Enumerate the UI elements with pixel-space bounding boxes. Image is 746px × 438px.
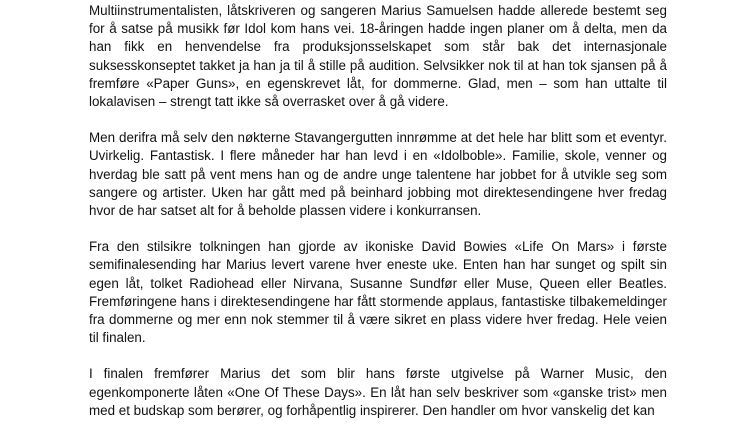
document-page	[89, 2, 667, 438]
paragraph-final: I finalen fremfører Marius det som blir hans første utgivelse på Warner Music, den egenkomponerte låten «One Of These Days». En låt han selv beskriver som «ganske trist» men med et budskap som berører, og forhåpentlig inspirerer. Den handler om hvor vanskelig det kan	[89, 366, 667, 418]
paragraph-intro: Multiinstrumentalisten, låtskriveren og sangeren Marius Samuelsen hadde allerede bestemt seg for å satse på musikk før Idol kom hans vei. 18-åringen hadde ingen planer om å delta, men da han fikk en henvendelse fra produksjonsselskapet som står bak det internasjonale suksesskonseptet takket ja han ja til å stille på audition. Selvsikker nok til at han tok sjansen på å fremføre «Paper Guns», en egenskrevet låt, for dommerne. Glad, men – som han uttalte til lokalavisen – strengt tatt ikke så overrasket over å gå videre.	[89, 3, 667, 110]
paragraph-performances: Fra den stilsikre tolkningen han gjorde av ikoniske David Bowies «Life On Mars» i første semifinalesending har Marius levert varene hver eneste uke. Enten han har sunget og spilt sin egen låt, tolket Radiohead eller Nirvana, Susanne Sundfør eller Muse, Queen eller Beatles. Fremføringene hans i direktesendingene har fått stormende applaus, fantastiske tilbakemeldinger fra dommerne og mer enn nok stemmer til å være sikret en plass videre hver fredag. Hele veien til finalen.	[89, 239, 667, 346]
paragraph-fairytale: Men derifra må selv den nøkterne Stavangergutten innrømme at det hele har blitt som et eventyr. Uvirkelig. Fantastisk. I flere måneder har han levd i en «Idolboble». Familie, skole, venner og hverdag ble satt på vent mens han og de andre unge talentene har jobbet for å utvikle seg som sangere og artister. Uken har gått med på beinhard jobbing mot direktesendingene hver fredag hvor de har satset alt for å beholde plassen videre i konkurransen.	[89, 130, 667, 219]
